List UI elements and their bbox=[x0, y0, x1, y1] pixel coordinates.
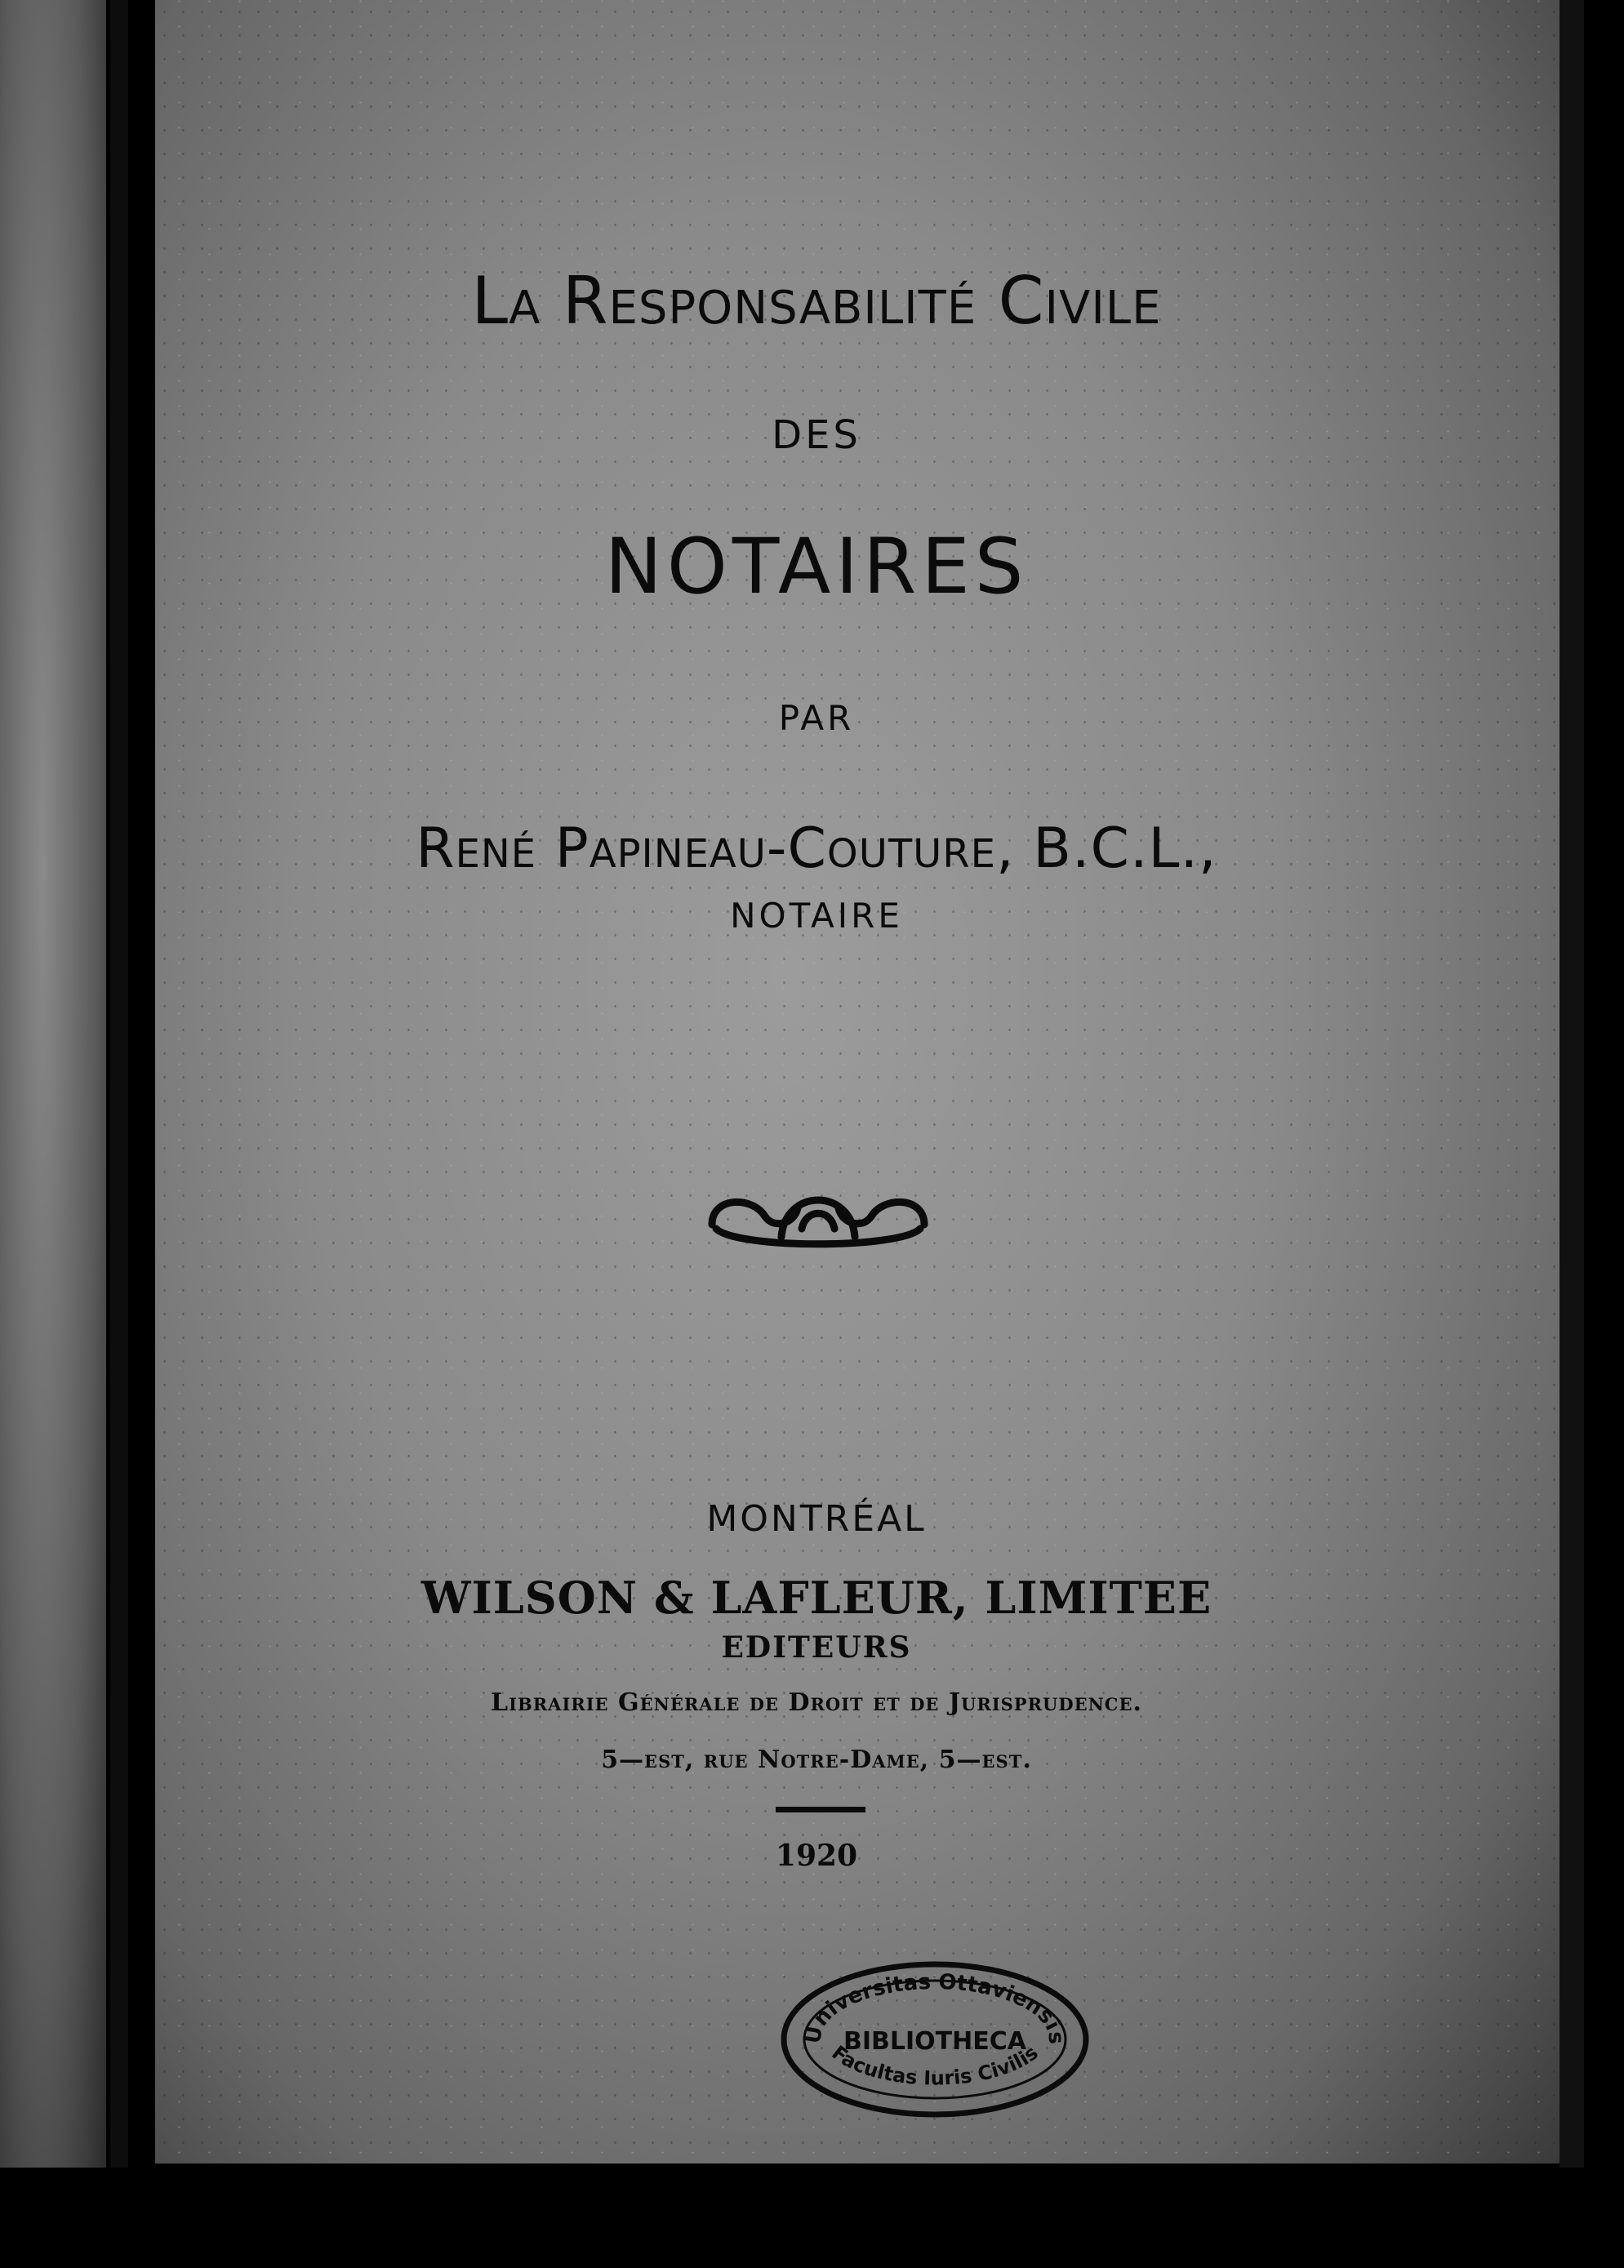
publication-year: 1920 bbox=[775, 1839, 858, 1873]
publisher-name: WILSON & LAFLEUR, LIMITEE bbox=[420, 1572, 1212, 1624]
right-page-edge bbox=[1559, 0, 1584, 2204]
bottom-border bbox=[0, 2168, 1624, 2268]
spine-shadow bbox=[110, 0, 128, 2204]
scroll-ornament-icon bbox=[704, 1180, 932, 1253]
publisher-role: EDITEURS bbox=[721, 1630, 912, 1665]
bookshop-line: Librairie Générale de Droit et de Jurisprudence. bbox=[491, 1688, 1142, 1717]
publisher-address: 5—est, rue Notre-Dame, 5—est. bbox=[601, 1745, 1032, 1774]
author-title: NOTAIRE bbox=[730, 896, 903, 936]
by-label: PAR bbox=[778, 698, 855, 738]
imprint-city: MONTRÉAL bbox=[706, 1498, 927, 1540]
stamp-top-text: Universitas Ottaviensis bbox=[800, 1969, 1069, 2046]
author-name: René Papineau-Couture, B.C.L., bbox=[416, 816, 1217, 881]
divider-rule bbox=[776, 1807, 865, 1812]
stamp-bottom-text: Facultas Iuris Civilis bbox=[827, 2041, 1043, 2090]
title-connector: DES bbox=[772, 412, 861, 458]
stamp-middle-text: BIBLIOTHECA bbox=[843, 2027, 1026, 2056]
book-title: La Responsabilité Civile bbox=[471, 263, 1162, 339]
facing-page-edge bbox=[0, 0, 106, 2172]
library-stamp bbox=[776, 1958, 1094, 2121]
title-subject: NOTAIRES bbox=[604, 523, 1029, 611]
